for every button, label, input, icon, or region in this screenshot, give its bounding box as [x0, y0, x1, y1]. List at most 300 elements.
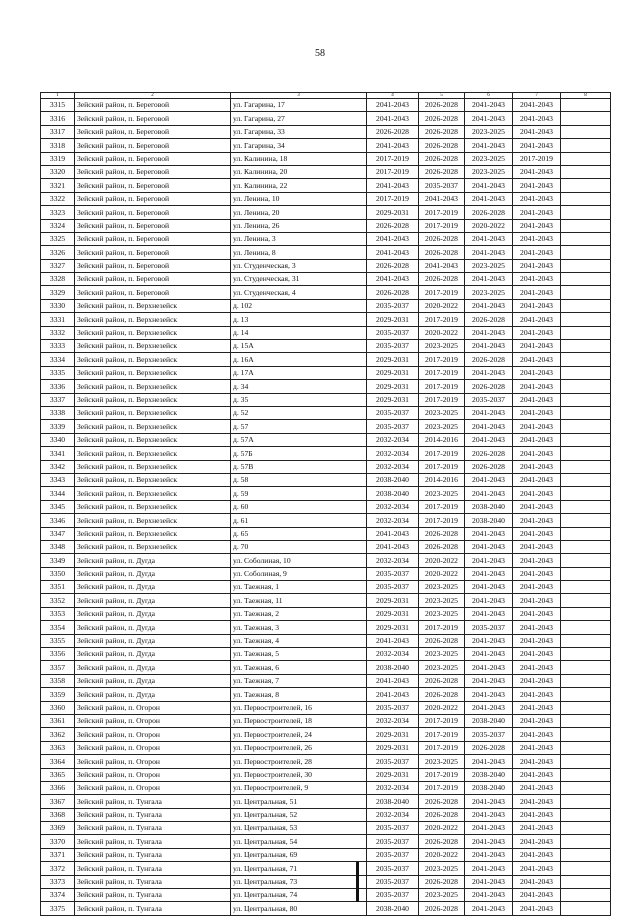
period-col-7-cell: 2041-2043	[513, 447, 561, 460]
locality-cell: Зейский район, п. Верхнезейск	[75, 500, 231, 513]
period-col-6-cell: 2041-2043	[465, 661, 513, 674]
period-col-4-cell: 2038-2040	[367, 795, 419, 808]
table-row	[41, 607, 611, 620]
address-cell: ул. Гагарина, 34	[231, 139, 367, 152]
address-cell: ул. Калинина, 20	[231, 165, 367, 178]
binding-mark	[356, 862, 359, 902]
period-col-5-cell: 2026-2028	[419, 808, 465, 821]
table-row	[41, 781, 611, 794]
locality-cell: Зейский район, п. Верхнезейск	[75, 299, 231, 312]
period-col-5-cell: 2026-2028	[419, 875, 465, 888]
table-row	[41, 554, 611, 567]
period-col-8-cell	[561, 540, 611, 553]
period-col-4-cell: 2035-2037	[367, 420, 419, 433]
period-col-4-cell: 2038-2040	[367, 902, 419, 915]
period-col-6-cell: 2038-2040	[465, 514, 513, 527]
period-col-8-cell	[561, 567, 611, 580]
period-col-4-cell: 2035-2037	[367, 406, 419, 419]
period-col-8-cell	[561, 353, 611, 366]
address-cell: ул. Центральная, 74	[231, 889, 367, 902]
period-col-5-cell: 2017-2019	[419, 286, 465, 299]
period-col-8-cell	[561, 286, 611, 299]
table-row	[41, 768, 611, 781]
table-row	[41, 701, 611, 714]
period-col-5-cell: 2017-2019	[419, 500, 465, 513]
period-col-5-cell: 2014-2016	[419, 473, 465, 486]
address-cell: ул. Первостроителей, 24	[231, 728, 367, 741]
period-col-5-cell: 2020-2022	[419, 701, 465, 714]
row-number-cell: 3374	[41, 889, 75, 902]
locality-cell: Зейский район, п. Верхнезейск	[75, 527, 231, 540]
period-col-5-cell: 2026-2028	[419, 165, 465, 178]
period-col-8-cell	[561, 219, 611, 232]
address-cell: д. 70	[231, 540, 367, 553]
table-row	[41, 875, 611, 888]
period-col-7-cell: 2041-2043	[513, 621, 561, 634]
period-col-6-cell: 2041-2043	[465, 581, 513, 594]
period-col-6-cell: 2041-2043	[465, 594, 513, 607]
address-cell: ул. Центральная, 69	[231, 848, 367, 861]
locality-cell: Зейский район, п. Огорон	[75, 701, 231, 714]
period-col-7-cell: 2041-2043	[513, 366, 561, 379]
period-col-8-cell	[561, 393, 611, 406]
period-col-6-cell: 2041-2043	[465, 366, 513, 379]
address-cell: д. 57Б	[231, 447, 367, 460]
locality-cell: Зейский район, п. Береговой	[75, 206, 231, 219]
period-col-4-cell: 2035-2037	[367, 755, 419, 768]
period-col-4-cell: 2041-2043	[367, 688, 419, 701]
address-cell: ул. Первостроителей, 26	[231, 741, 367, 754]
locality-cell: Зейский район, п. Тунгала	[75, 889, 231, 902]
locality-cell: Зейский район, п. Тунгала	[75, 875, 231, 888]
period-col-5-cell: 2026-2028	[419, 99, 465, 112]
period-col-6-cell: 2026-2028	[465, 741, 513, 754]
period-col-8-cell	[561, 259, 611, 272]
period-col-4-cell: 2029-2031	[367, 594, 419, 607]
period-col-7-cell: 2041-2043	[513, 648, 561, 661]
row-number-cell: 3341	[41, 447, 75, 460]
period-col-4-cell: 2029-2031	[367, 621, 419, 634]
period-col-8-cell	[561, 433, 611, 446]
address-cell: ул. Первостроителей, 18	[231, 714, 367, 727]
locality-cell: Зейский район, п. Береговой	[75, 112, 231, 125]
period-col-7-cell: 2041-2043	[513, 299, 561, 312]
period-col-7-cell: 2041-2043	[513, 514, 561, 527]
address-cell: ул. Калинина, 22	[231, 179, 367, 192]
period-col-8-cell	[561, 701, 611, 714]
period-col-4-cell: 2041-2043	[367, 540, 419, 553]
period-col-7-cell: 2041-2043	[513, 848, 561, 861]
address-cell: ул. Таежная, 6	[231, 661, 367, 674]
locality-cell: Зейский район, п. Дугда	[75, 621, 231, 634]
period-col-5-cell: 2017-2019	[419, 447, 465, 460]
period-col-5-cell: 2017-2019	[419, 219, 465, 232]
table-row	[41, 219, 611, 232]
address-cell: ул. Таежная, 11	[231, 594, 367, 607]
period-col-5-cell: 2026-2028	[419, 112, 465, 125]
table-row	[41, 527, 611, 540]
period-col-6-cell: 2041-2043	[465, 273, 513, 286]
row-number-cell: 3333	[41, 340, 75, 353]
address-cell: ул. Центральная, 80	[231, 902, 367, 915]
locality-cell: Зейский район, п. Верхнезейск	[75, 406, 231, 419]
period-col-8-cell	[561, 741, 611, 754]
locality-cell: Зейский район, п. Дугда	[75, 674, 231, 687]
period-col-7-cell: 2041-2043	[513, 714, 561, 727]
row-number-cell: 3370	[41, 835, 75, 848]
period-col-8-cell	[561, 607, 611, 620]
locality-cell: Зейский район, п. Береговой	[75, 232, 231, 245]
locality-cell: Зейский район, п. Тунгала	[75, 902, 231, 915]
column-number-8: 8	[561, 93, 611, 99]
period-col-5-cell: 2023-2025	[419, 889, 465, 902]
period-col-7-cell: 2041-2043	[513, 420, 561, 433]
table-row	[41, 246, 611, 259]
address-cell: ул. Ленина, 20	[231, 206, 367, 219]
period-col-6-cell: 2041-2043	[465, 808, 513, 821]
address-cell: ул. Центральная, 52	[231, 808, 367, 821]
address-cell: д. 57А	[231, 433, 367, 446]
locality-cell: Зейский район, п. Верхнезейск	[75, 473, 231, 486]
period-col-6-cell: 2023-2025	[465, 165, 513, 178]
table-row	[41, 179, 611, 192]
period-col-7-cell: 2041-2043	[513, 554, 561, 567]
period-col-6-cell: 2023-2025	[465, 286, 513, 299]
period-col-5-cell: 2026-2028	[419, 273, 465, 286]
period-col-6-cell: 2023-2025	[465, 152, 513, 165]
period-col-8-cell	[561, 581, 611, 594]
period-col-6-cell: 2041-2043	[465, 822, 513, 835]
period-col-7-cell: 2041-2043	[513, 755, 561, 768]
period-col-4-cell: 2026-2028	[367, 219, 419, 232]
period-col-5-cell: 2026-2028	[419, 674, 465, 687]
period-col-6-cell: 2041-2043	[465, 192, 513, 205]
period-col-6-cell: 2038-2040	[465, 500, 513, 513]
period-col-4-cell: 2038-2040	[367, 473, 419, 486]
period-col-4-cell: 2041-2043	[367, 246, 419, 259]
period-col-5-cell: 2023-2025	[419, 594, 465, 607]
address-cell: ул. Первостроителей, 28	[231, 755, 367, 768]
period-col-6-cell: 2041-2043	[465, 607, 513, 620]
period-col-5-cell: 2023-2025	[419, 406, 465, 419]
address-cell: д. 57	[231, 420, 367, 433]
locality-cell: Зейский район, п. Верхнезейск	[75, 540, 231, 553]
period-col-5-cell: 2020-2022	[419, 326, 465, 339]
row-number-cell: 3354	[41, 621, 75, 634]
row-number-cell: 3369	[41, 822, 75, 835]
period-col-5-cell: 2017-2019	[419, 380, 465, 393]
locality-cell: Зейский район, п. Верхнезейск	[75, 326, 231, 339]
period-col-6-cell: 2041-2043	[465, 340, 513, 353]
period-col-6-cell: 2041-2043	[465, 701, 513, 714]
table-row	[41, 433, 611, 446]
period-col-6-cell: 2041-2043	[465, 795, 513, 808]
period-col-8-cell	[561, 125, 611, 138]
address-cell: д. 13	[231, 313, 367, 326]
column-number-3: 3	[231, 93, 367, 99]
period-col-4-cell: 2029-2031	[367, 607, 419, 620]
period-col-4-cell: 2032-2034	[367, 808, 419, 821]
period-col-8-cell	[561, 165, 611, 178]
address-cell: д. 16А	[231, 353, 367, 366]
period-col-6-cell: 2041-2043	[465, 755, 513, 768]
row-number-cell: 3343	[41, 473, 75, 486]
table-row	[41, 728, 611, 741]
period-col-5-cell: 2035-2037	[419, 179, 465, 192]
period-col-5-cell: 2026-2028	[419, 540, 465, 553]
table-row	[41, 902, 611, 915]
column-number-4: 4	[367, 93, 419, 99]
period-col-7-cell: 2041-2043	[513, 808, 561, 821]
period-col-7-cell: 2041-2043	[513, 835, 561, 848]
period-col-8-cell	[561, 889, 611, 902]
row-number-cell: 3324	[41, 219, 75, 232]
period-col-4-cell: 2038-2040	[367, 487, 419, 500]
table-row	[41, 112, 611, 125]
row-number-cell: 3361	[41, 714, 75, 727]
address-cell: ул. Студенческая, 31	[231, 273, 367, 286]
locality-cell: Зейский район, п. Береговой	[75, 139, 231, 152]
table-row	[41, 139, 611, 152]
table-row	[41, 326, 611, 339]
period-col-5-cell: 2023-2025	[419, 862, 465, 875]
row-number-cell: 3366	[41, 781, 75, 794]
period-col-7-cell: 2041-2043	[513, 353, 561, 366]
period-col-6-cell: 2041-2043	[465, 246, 513, 259]
address-cell: ул. Таежная, 3	[231, 621, 367, 634]
row-number-cell: 3326	[41, 246, 75, 259]
period-col-4-cell: 2035-2037	[367, 889, 419, 902]
locality-cell: Зейский район, п. Береговой	[75, 259, 231, 272]
period-col-5-cell: 2023-2025	[419, 487, 465, 500]
row-number-cell: 3337	[41, 393, 75, 406]
period-col-4-cell: 2029-2031	[367, 741, 419, 754]
period-col-7-cell: 2041-2043	[513, 273, 561, 286]
period-col-7-cell: 2041-2043	[513, 219, 561, 232]
period-col-7-cell: 2041-2043	[513, 500, 561, 513]
period-col-8-cell	[561, 326, 611, 339]
table-row	[41, 540, 611, 553]
period-col-4-cell: 2032-2034	[367, 460, 419, 473]
period-col-4-cell: 2017-2019	[367, 165, 419, 178]
period-col-4-cell: 2035-2037	[367, 875, 419, 888]
period-col-6-cell: 2041-2043	[465, 433, 513, 446]
period-col-7-cell: 2041-2043	[513, 246, 561, 259]
period-col-4-cell: 2035-2037	[367, 822, 419, 835]
locality-cell: Зейский район, п. Береговой	[75, 246, 231, 259]
address-cell: ул. Студенческая, 4	[231, 286, 367, 299]
period-col-7-cell: 2041-2043	[513, 781, 561, 794]
row-number-cell: 3339	[41, 420, 75, 433]
row-number-cell: 3348	[41, 540, 75, 553]
period-col-6-cell: 2041-2043	[465, 567, 513, 580]
period-col-8-cell	[561, 447, 611, 460]
period-col-6-cell: 2041-2043	[465, 862, 513, 875]
period-col-4-cell: 2032-2034	[367, 648, 419, 661]
period-col-7-cell: 2041-2043	[513, 594, 561, 607]
table-row	[41, 714, 611, 727]
period-col-5-cell: 2017-2019	[419, 621, 465, 634]
period-col-6-cell: 2041-2043	[465, 902, 513, 915]
locality-cell: Зейский район, п. Дугда	[75, 594, 231, 607]
period-col-7-cell: 2041-2043	[513, 99, 561, 112]
address-cell: д. 17А	[231, 366, 367, 379]
period-col-7-cell: 2041-2043	[513, 674, 561, 687]
address-cell: ул. Студенческая, 3	[231, 259, 367, 272]
address-cell: д. 58	[231, 473, 367, 486]
period-col-8-cell	[561, 139, 611, 152]
locality-cell: Зейский район, п. Верхнезейск	[75, 313, 231, 326]
period-col-8-cell	[561, 621, 611, 634]
address-cell: д. 52	[231, 406, 367, 419]
period-col-7-cell: 2041-2043	[513, 661, 561, 674]
period-col-4-cell: 2032-2034	[367, 781, 419, 794]
period-col-8-cell	[561, 99, 611, 112]
address-cell: д. 34	[231, 380, 367, 393]
period-col-6-cell: 2035-2037	[465, 621, 513, 634]
table-row	[41, 165, 611, 178]
period-col-6-cell: 2023-2025	[465, 259, 513, 272]
period-col-4-cell: 2041-2043	[367, 273, 419, 286]
table-row	[41, 286, 611, 299]
table-row	[41, 192, 611, 205]
period-col-8-cell	[561, 594, 611, 607]
row-number-cell: 3323	[41, 206, 75, 219]
row-number-cell: 3322	[41, 192, 75, 205]
period-col-7-cell: 2041-2043	[513, 179, 561, 192]
period-col-4-cell: 2029-2031	[367, 380, 419, 393]
period-col-6-cell: 2026-2028	[465, 206, 513, 219]
period-col-8-cell	[561, 152, 611, 165]
period-col-8-cell	[561, 313, 611, 326]
period-col-5-cell: 2020-2022	[419, 848, 465, 861]
period-col-5-cell: 2017-2019	[419, 728, 465, 741]
row-number-cell: 3340	[41, 433, 75, 446]
period-col-7-cell: 2041-2043	[513, 326, 561, 339]
row-number-cell: 3342	[41, 460, 75, 473]
address-cell: ул. Гагарина, 17	[231, 99, 367, 112]
period-col-7-cell: 2041-2043	[513, 473, 561, 486]
period-col-5-cell: 2026-2028	[419, 795, 465, 808]
address-cell: ул. Первостроителей, 9	[231, 781, 367, 794]
period-col-4-cell: 2041-2043	[367, 634, 419, 647]
address-cell: д. 61	[231, 514, 367, 527]
period-col-4-cell: 2032-2034	[367, 714, 419, 727]
locality-cell: Зейский район, п. Огорон	[75, 755, 231, 768]
address-cell: ул. Гагарина, 33	[231, 125, 367, 138]
row-number-cell: 3346	[41, 514, 75, 527]
period-col-5-cell: 2026-2028	[419, 835, 465, 848]
row-number-cell: 3347	[41, 527, 75, 540]
period-col-8-cell	[561, 835, 611, 848]
period-col-8-cell	[561, 808, 611, 821]
period-col-8-cell	[561, 848, 611, 861]
address-cell: д. 35	[231, 393, 367, 406]
period-col-5-cell: 2020-2022	[419, 822, 465, 835]
address-cell: ул. Ленина, 26	[231, 219, 367, 232]
period-col-5-cell: 2017-2019	[419, 460, 465, 473]
locality-cell: Зейский район, п. Верхнезейск	[75, 393, 231, 406]
row-number-cell: 3335	[41, 366, 75, 379]
period-col-7-cell: 2041-2043	[513, 206, 561, 219]
column-number-2: 2	[75, 93, 231, 99]
address-cell: д. 102	[231, 299, 367, 312]
period-col-8-cell	[561, 406, 611, 419]
period-col-4-cell: 2041-2043	[367, 527, 419, 540]
address-cell: д. 65	[231, 527, 367, 540]
row-number-cell: 3360	[41, 701, 75, 714]
locality-cell: Зейский район, п. Береговой	[75, 179, 231, 192]
period-col-5-cell: 2023-2025	[419, 661, 465, 674]
period-col-8-cell	[561, 487, 611, 500]
period-col-6-cell: 2041-2043	[465, 648, 513, 661]
period-col-5-cell: 2014-2016	[419, 433, 465, 446]
address-cell: ул. Центральная, 53	[231, 822, 367, 835]
table-row	[41, 808, 611, 821]
locality-cell: Зейский район, п. Верхнезейск	[75, 366, 231, 379]
table-row	[41, 848, 611, 861]
row-number-cell: 3364	[41, 755, 75, 768]
row-number-cell: 3375	[41, 902, 75, 915]
row-number-cell: 3327	[41, 259, 75, 272]
period-col-6-cell: 2026-2028	[465, 447, 513, 460]
table-row	[41, 862, 611, 875]
period-col-5-cell: 2041-2043	[419, 192, 465, 205]
row-number-cell: 3373	[41, 875, 75, 888]
table-row	[41, 313, 611, 326]
period-col-6-cell: 2041-2043	[465, 688, 513, 701]
period-col-5-cell: 2023-2025	[419, 607, 465, 620]
locality-cell: Зейский район, п. Тунгала	[75, 848, 231, 861]
period-col-7-cell: 2041-2043	[513, 728, 561, 741]
period-col-6-cell: 2041-2043	[465, 299, 513, 312]
row-number-cell: 3318	[41, 139, 75, 152]
period-col-7-cell: 2041-2043	[513, 540, 561, 553]
period-col-4-cell: 2029-2031	[367, 728, 419, 741]
period-col-4-cell: 2041-2043	[367, 112, 419, 125]
address-cell: ул. Центральная, 71	[231, 862, 367, 875]
period-col-4-cell: 2038-2040	[367, 661, 419, 674]
period-col-4-cell: 2035-2037	[367, 567, 419, 580]
period-col-7-cell: 2041-2043	[513, 393, 561, 406]
period-col-4-cell: 2017-2019	[367, 152, 419, 165]
period-col-8-cell	[561, 728, 611, 741]
table-row	[41, 755, 611, 768]
row-number-cell: 3367	[41, 795, 75, 808]
period-col-7-cell: 2041-2043	[513, 286, 561, 299]
page-number: 58	[315, 48, 325, 59]
row-number-cell: 3355	[41, 634, 75, 647]
period-col-8-cell	[561, 822, 611, 835]
table-row	[41, 567, 611, 580]
period-col-5-cell: 2017-2019	[419, 206, 465, 219]
locality-cell: Зейский район, п. Верхнезейск	[75, 420, 231, 433]
period-col-4-cell: 2026-2028	[367, 286, 419, 299]
period-col-4-cell: 2017-2019	[367, 192, 419, 205]
locality-cell: Зейский район, п. Верхнезейск	[75, 447, 231, 460]
locality-cell: Зейский район, п. Береговой	[75, 273, 231, 286]
period-col-7-cell: 2041-2043	[513, 607, 561, 620]
address-cell: ул. Таежная, 5	[231, 648, 367, 661]
period-col-5-cell: 2017-2019	[419, 741, 465, 754]
period-col-4-cell: 2029-2031	[367, 206, 419, 219]
period-col-8-cell	[561, 206, 611, 219]
row-number-cell: 3353	[41, 607, 75, 620]
period-col-7-cell: 2041-2043	[513, 567, 561, 580]
column-number-6: 6	[465, 93, 513, 99]
period-col-7-cell: 2041-2043	[513, 688, 561, 701]
period-col-5-cell: 2017-2019	[419, 353, 465, 366]
